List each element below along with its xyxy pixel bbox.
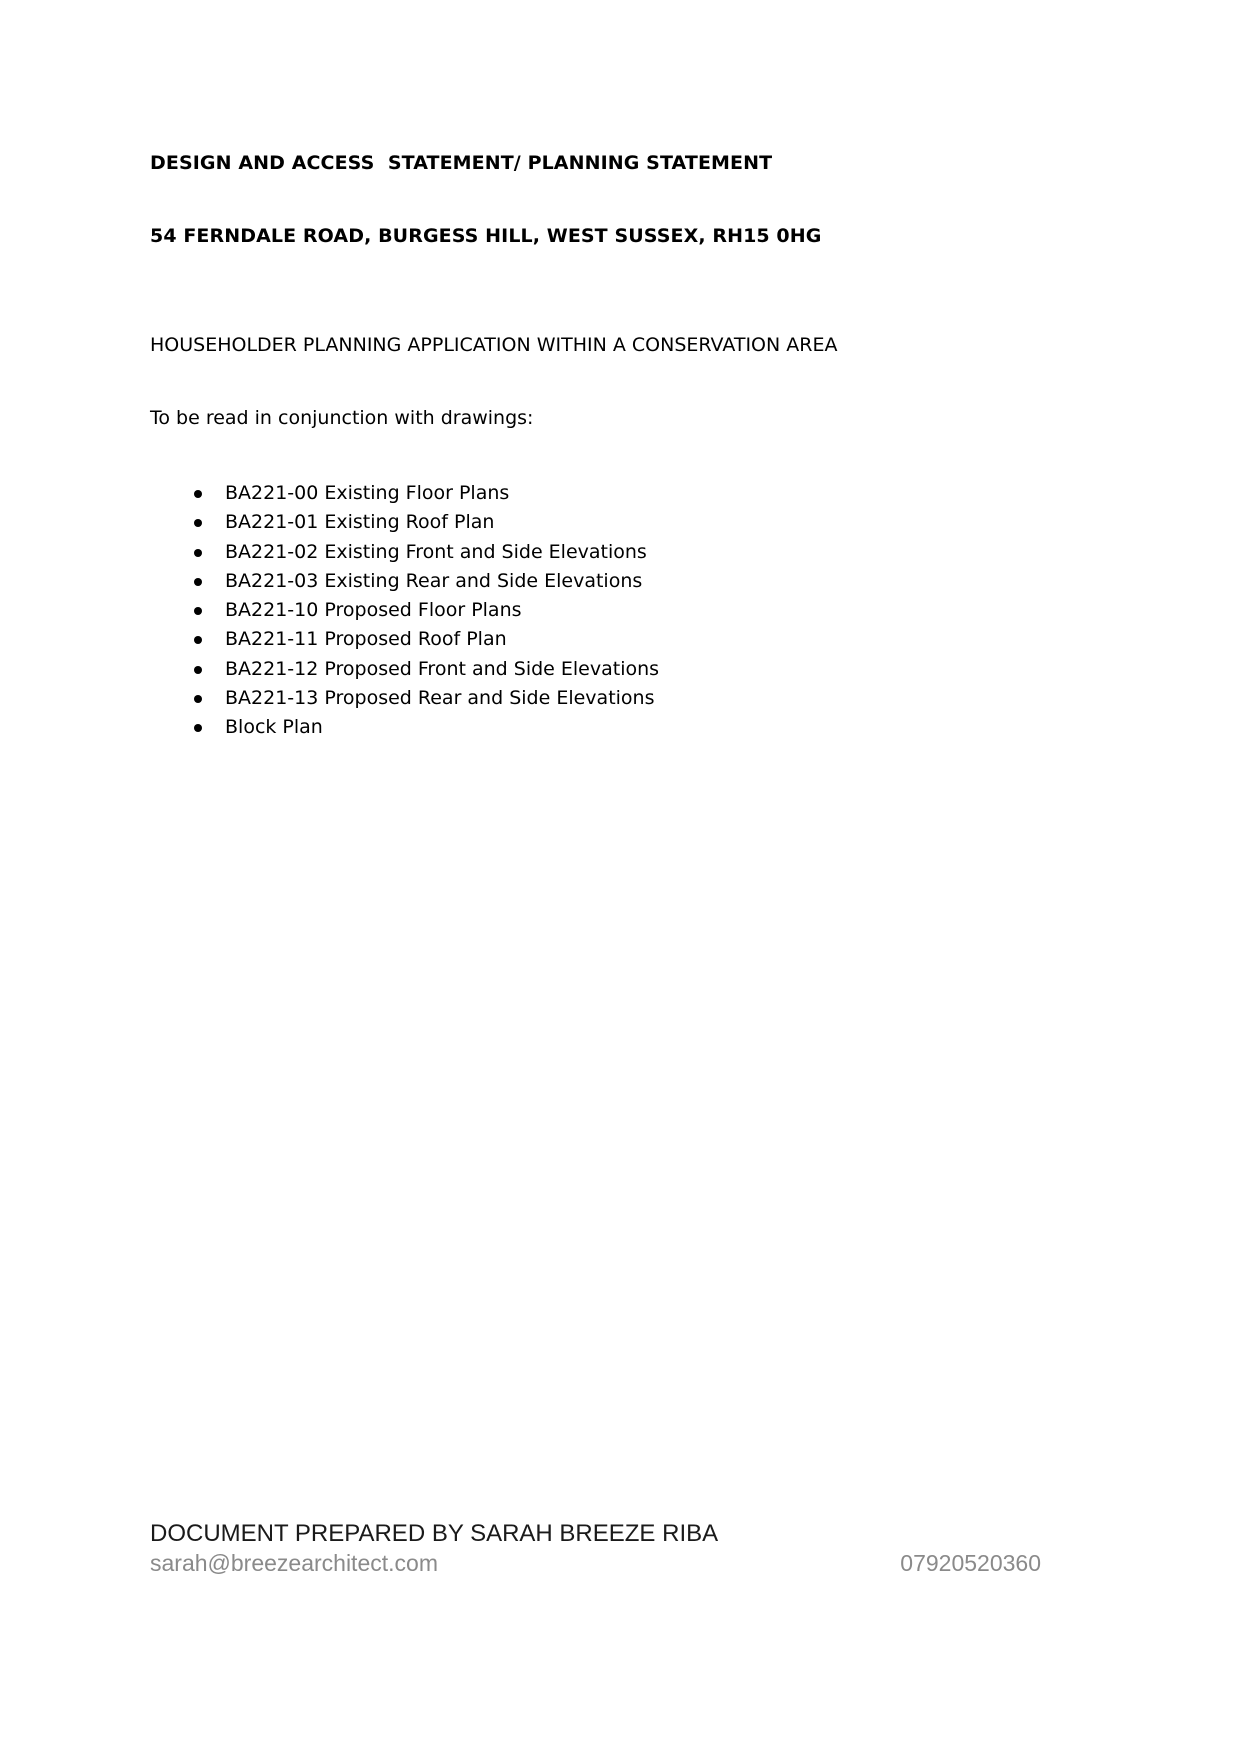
drawing-label: BA221-02 Existing Front and Side Elevations	[225, 540, 647, 563]
bullet-icon	[194, 578, 202, 586]
drawing-label: BA221-10 Proposed Floor Plans	[225, 599, 522, 622]
drawing-label: Block Plan	[225, 716, 323, 739]
drawing-label: BA221-00 Existing Floor Plans	[225, 482, 510, 504]
bullet-icon	[194, 519, 202, 527]
drawing-label: BA221-11 Proposed Roof Plan	[225, 628, 507, 651]
document-title: DESIGN AND ACCESS STATEMENT/ PLANNING STATEMENT	[150, 152, 773, 174]
application-type: HOUSEHOLDER PLANNING APPLICATION WITHIN A CONSERVATION AREA	[150, 334, 838, 356]
drawing-label: BA221-03 Existing Rear and Side Elevations	[225, 569, 643, 592]
bullet-icon	[194, 607, 202, 615]
drawing-label: BA221-13 Proposed Rear and Side Elevations	[225, 687, 655, 710]
bullet-icon	[194, 666, 202, 674]
bullet-icon	[194, 549, 202, 557]
site-address: 54 FERNDALE ROAD, BURGESS HILL, WEST SUSSEX, RH15 0HG	[150, 225, 822, 247]
drawing-label: BA221-01 Existing Roof Plan	[225, 511, 495, 534]
bullet-icon	[194, 724, 202, 732]
drawings-intro: To be read in conjunction with drawings:	[150, 407, 534, 429]
footer-email: sarah@breezearchitect.com	[150, 1550, 438, 1576]
bullet-icon	[194, 490, 202, 498]
bullet-icon	[194, 636, 202, 644]
drawing-label: BA221-12 Proposed Front and Side Elevations	[225, 657, 660, 680]
bullet-icon	[194, 695, 202, 703]
footer-prepared-by: DOCUMENT PREPARED BY SARAH BREEZE RIBA	[150, 1520, 719, 1547]
footer-phone: 07920520360	[900, 1550, 1041, 1576]
